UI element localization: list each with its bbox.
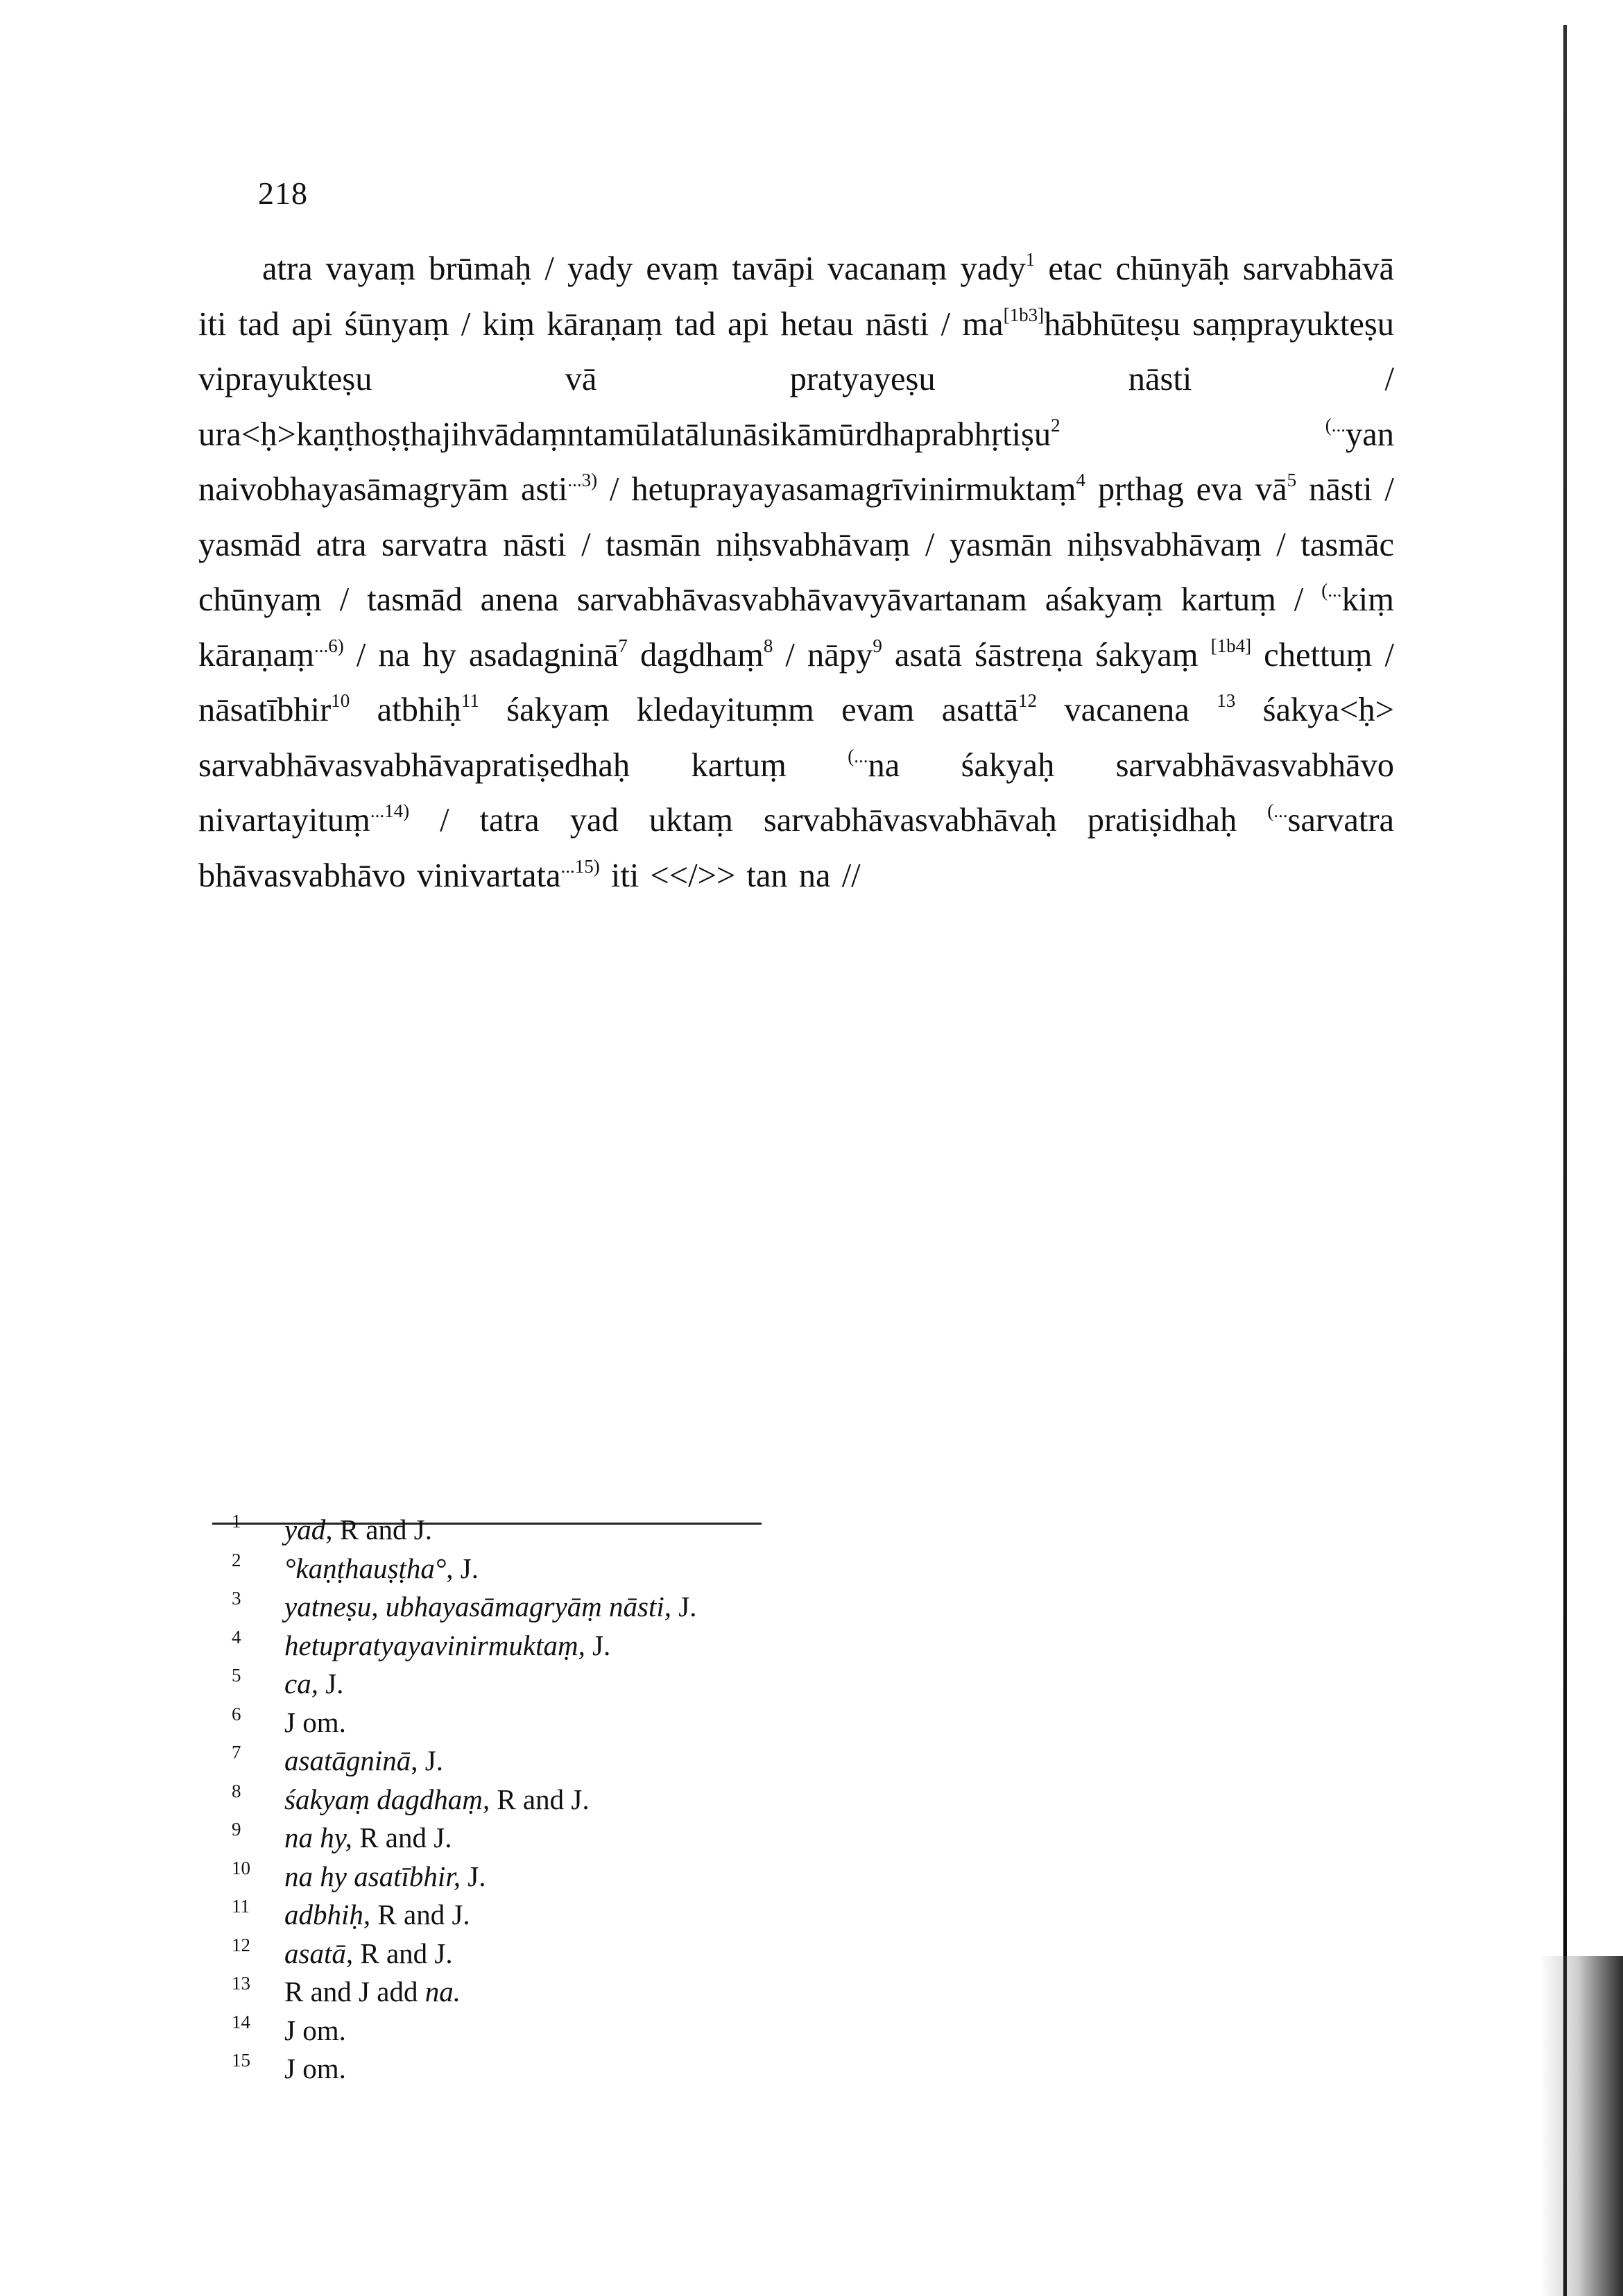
footnote-marker: 12 <box>1018 690 1038 711</box>
footnote-text: R and J. <box>370 1899 470 1930</box>
footnote-text: śakyaṃ dagdhaṃ, <box>284 1783 490 1815</box>
text-segment: asatā śāstreṇa śakyaṃ <box>882 636 1211 674</box>
footnote-marker: 1 <box>1025 249 1036 270</box>
text-segment: etac chūnyāḥ sarvabhāvā iti tad api śūnyaṃ / kiṃ kāraṇaṃ tad api hetau nāsti / ma <box>198 250 1394 343</box>
text-segment: yan naivobhayasāmagryām asti <box>198 415 1394 508</box>
text-segment: vacanena <box>1037 692 1217 728</box>
footnote-number: 1 <box>232 1511 241 1532</box>
footnote-item <box>232 1973 1064 2012</box>
text-segment: pṛthag eva vā <box>1085 471 1287 508</box>
footnote-item <box>232 1627 1064 1665</box>
text-segment: / na hy asadagninā <box>343 636 619 674</box>
footnote-text: J. <box>318 1668 344 1699</box>
footnote-item <box>232 1896 1064 1935</box>
footnote-item <box>232 1858 1064 1896</box>
footnote-text: R and J. <box>332 1514 432 1545</box>
footnote-text: yatneṣu, ubhayasāmagryāṃ nāsti, <box>284 1591 672 1622</box>
text-segment: dagdhaṃ <box>627 636 764 674</box>
footnote-text: , J. <box>411 1745 443 1776</box>
footnote-marker: 10 <box>331 690 350 711</box>
footnote-item <box>232 1819 1064 1858</box>
main-text-paragraph <box>198 241 1394 903</box>
text-segment: / tatra yad uktaṃ sarvabhāvasvabhāvaḥ pratiṣidhaḥ <box>409 802 1268 839</box>
footnote-number: 10 <box>232 1857 250 1878</box>
footnote-text: ca, <box>284 1668 318 1699</box>
footnote-text: J om. <box>284 1706 346 1738</box>
footnote-text: asatāgninā <box>284 1745 411 1776</box>
footnote-marker: [1b3] <box>1003 304 1045 325</box>
text-segment: śakyaṃ kledayituṃm evam asattā <box>479 692 1019 728</box>
footnote-text: , J. <box>446 1552 479 1584</box>
scan-binding-shadow <box>1540 1956 1623 2296</box>
footnote-marker: ...6) <box>314 635 344 656</box>
footnote-number: 8 <box>232 1780 241 1801</box>
text-segment: nāsti / yasmād atra sarvatra nāsti / tasmān niḥsvabhāvaṃ / yasmān niḥsvabhāvaṃ / tasmāc chūnyaṃ / tasmād anena sarvabhāvasvabhāvavyāvartanam aśakyaṃ kartuṃ / <box>198 471 1394 618</box>
text-segment: atra vayaṃ brūmaḥ / yady evaṃ tavāpi vacanaṃ yady <box>262 250 1026 287</box>
footnote-list <box>232 1511 1064 2089</box>
footnote-text: na hy, <box>284 1822 352 1853</box>
text-segment: / nāpy <box>773 636 873 674</box>
footnote-marker: ...14) <box>370 800 410 821</box>
footnote-number: 14 <box>232 2011 250 2032</box>
footnote-text: R and J. <box>352 1822 452 1853</box>
footnote-marker: 11 <box>461 690 479 711</box>
footnote-text: adbhiḥ, <box>284 1899 371 1930</box>
footnote-item <box>232 1665 1064 1704</box>
footnote-number: 2 <box>232 1549 241 1570</box>
footnote-marker: 7 <box>618 635 628 656</box>
footnote-marker: [1b4] <box>1210 635 1252 656</box>
footnote-number: 4 <box>232 1626 241 1647</box>
footnote-item <box>232 1935 1064 1973</box>
footnote-number: 11 <box>232 1896 250 1917</box>
footnote-marker: (... <box>1267 800 1288 821</box>
footnote-text: hetupratyayavinirmuktaṃ, <box>284 1629 585 1661</box>
footnote-marker: 8 <box>763 635 773 656</box>
text-segment: kiṃ kāraṇaṃ <box>198 581 1394 674</box>
footnote-item <box>232 1511 1064 1550</box>
footnote-number: 9 <box>232 1819 241 1840</box>
footnote-marker: 4 <box>1076 470 1085 490</box>
text-segment: iti <</>> tan na // <box>599 857 861 894</box>
footnote-text: R and J. <box>490 1783 590 1815</box>
footnote-text: J. <box>585 1629 611 1661</box>
text-segment: atbhiḥ <box>350 692 461 728</box>
footnote-marker: 9 <box>873 635 882 656</box>
footnote-text: asatā, <box>284 1937 354 1969</box>
text-segment: chettuṃ / nāsatībhir <box>198 636 1395 728</box>
footnote-text: J om. <box>284 2053 346 2084</box>
footnote-text: na. <box>424 1976 461 2007</box>
footnote-number: 13 <box>232 1973 250 1994</box>
footnote-number: 5 <box>232 1665 241 1686</box>
footnote-marker: ...15) <box>560 855 600 877</box>
footnote-marker: 5 <box>1287 470 1297 490</box>
footnote-item <box>232 2012 1064 2050</box>
footnote-number: 15 <box>232 2050 250 2071</box>
footnote-marker: 2 (... <box>1051 414 1346 436</box>
footnote-item <box>232 1588 1064 1627</box>
text-segment: hābhūteṣu saṃprayukteṣu viprayukteṣu vā pratyayeṣu nāsti / ura<ḥ>kaṇṭhoṣṭhajihvādaṃntamūlatālunāsikāmūrdhaprabhṛtiṣu <box>198 305 1394 453</box>
footnote-text: yad, <box>284 1514 333 1545</box>
footnote-number: 7 <box>232 1742 241 1763</box>
footnote-text: °kaṇṭhauṣṭha° <box>284 1552 447 1584</box>
footnote-text: J om. <box>284 2014 346 2046</box>
footnote-marker: (... <box>848 745 868 766</box>
footnote-item <box>232 1781 1064 1819</box>
footnote-text: R and J. <box>353 1937 453 1969</box>
scan-edge-shadow <box>1563 25 1567 2296</box>
footnote-marker: ...3) <box>567 470 598 490</box>
text-segment: na śakyaḥ sarvabhāvasvabhāvo nivartayituṃ <box>198 746 1394 839</box>
footnote-marker: 13 <box>1217 690 1236 711</box>
footnote-item <box>232 1742 1064 1781</box>
footnote-marker: (... <box>1321 580 1342 601</box>
footnote-text: na hy asatībhir, <box>284 1860 461 1892</box>
footnote-number: 12 <box>232 1934 250 1955</box>
text-segment: / hetuprayayasamagrīvinirmuktaṃ <box>597 471 1076 508</box>
footnote-text: J. <box>671 1591 697 1622</box>
page-number: 218 <box>258 175 308 211</box>
footnote-item <box>232 1550 1064 1588</box>
footnote-text: J. <box>461 1860 486 1892</box>
footnote-text: R and J add <box>284 1976 425 2007</box>
text-segment: śakya<ḥ> sarvabhāvasvabhāvapratiṣedhaḥ kartuṃ <box>198 692 1395 784</box>
footnote-item <box>232 2050 1064 2089</box>
text-segment: sarvatra bhāvasvabhāvo vinivartata <box>198 802 1394 894</box>
footnote-item <box>232 1704 1064 1742</box>
footnote-number: 3 <box>232 1588 241 1609</box>
footnote-number: 6 <box>232 1703 241 1724</box>
